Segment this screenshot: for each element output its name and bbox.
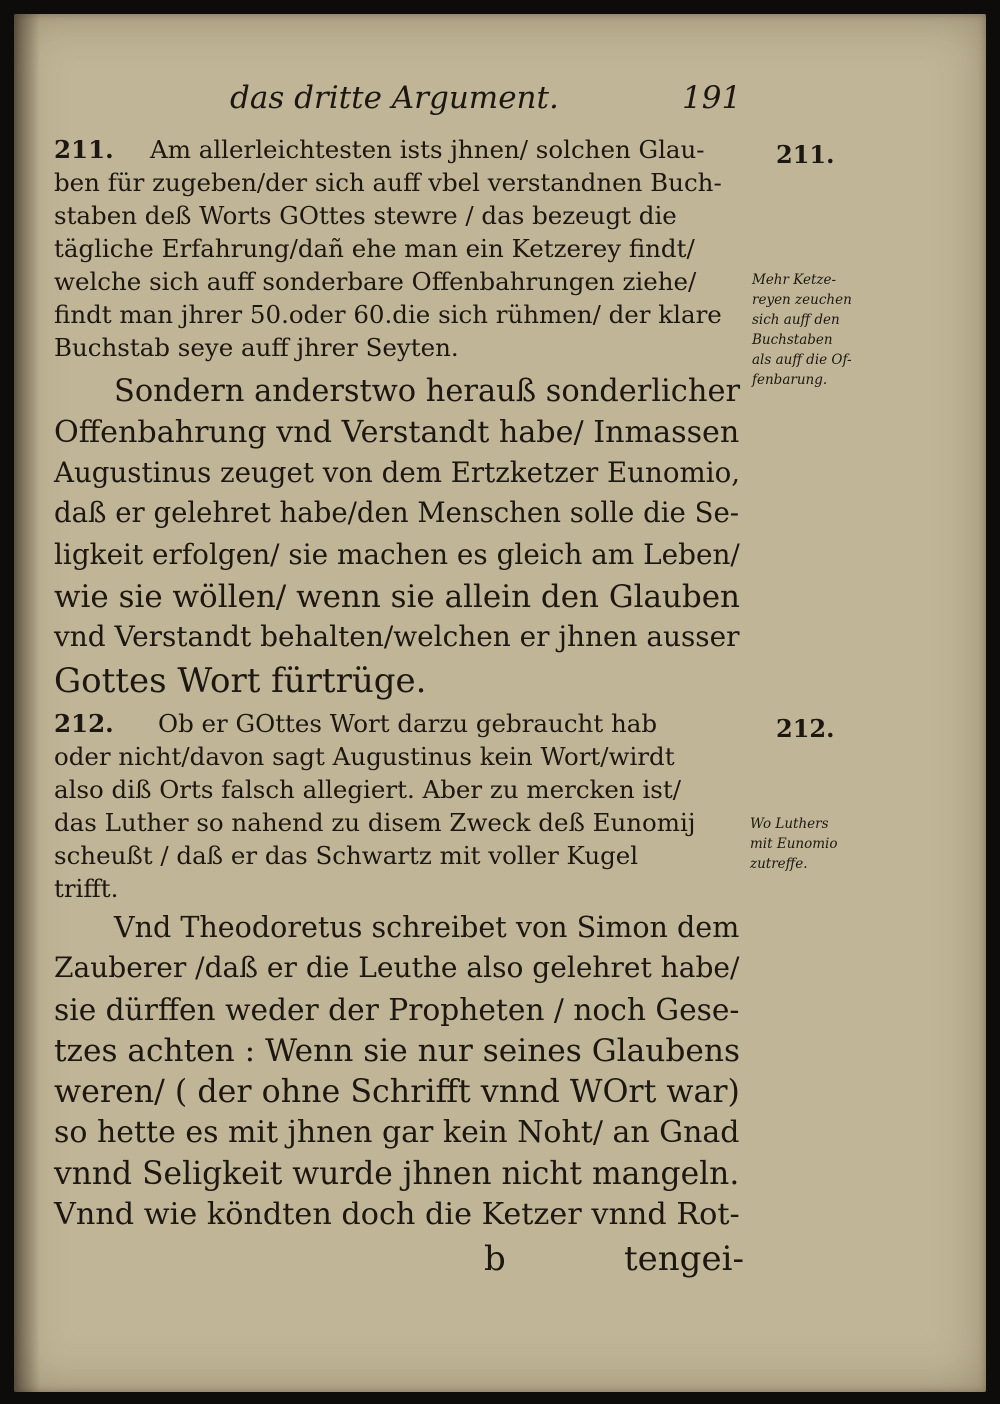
text-line: findt man jhrer 50.oder 60.die sich rühmen/ der klare: [54, 300, 722, 329]
text-line: Am allerleichtesten ists jhnen/ solchen Glau-: [150, 135, 705, 164]
text-line: Vnd Theodoretus schreibet von Simon dem: [114, 910, 740, 944]
signature-mark: b: [484, 1239, 506, 1279]
margin-number-212: 212.: [776, 714, 835, 743]
section-number-212: 212.: [54, 709, 114, 738]
text-line: also diß Orts falsch allegiert. Aber zu mercken ist/: [54, 775, 681, 804]
page-gutter-shadow: [14, 14, 40, 1392]
margin-note-line: fenbarung.: [752, 372, 828, 388]
folio-number: 191: [682, 80, 742, 116]
margin-number-211: 211.: [776, 140, 835, 169]
text-line: weren/ ( der ohne Schrifft vnnd WOrt war): [54, 1074, 740, 1110]
margin-note-line: zutreffe.: [750, 856, 808, 872]
text-line: Offenbahrung vnd Verstandt habe/ Inmassen: [54, 415, 740, 450]
text-line: daß er gelehret habe/den Menschen solle die Se-: [54, 497, 740, 529]
text-line: sie dürffen weder der Propheten / noch Gese-: [54, 992, 740, 1027]
margin-note-line: Wo Luthers: [750, 816, 829, 832]
text-line: tzes achten : Wenn sie nur seines Glaubens: [54, 1033, 740, 1069]
text-line: staben deß Worts GOttes stewre / das bezeugt die: [54, 201, 677, 230]
text-line: ligkeit erfolgen/ sie machen es gleich am Leben/: [54, 538, 740, 571]
text-line: wie sie wöllen/ wenn sie allein den Glauben: [54, 579, 740, 615]
catchword: tengei-: [624, 1239, 744, 1279]
text-line: Augustinus zeuget von dem Ertzketzer Eunomio,: [54, 456, 741, 489]
margin-note-line: mit Eunomio: [750, 836, 838, 852]
text-line: Buchstab seye auff jhrer Seyten.: [54, 333, 459, 362]
text-line: Ob er GOttes Wort darzu gebraucht hab: [158, 709, 658, 738]
text-line: so hette es mit jhnen gar kein Noht/ an Gnad: [54, 1115, 740, 1150]
margin-note-line: Buchstaben: [752, 332, 833, 348]
text-line: Vnnd wie köndten doch die Ketzer vnnd Rot-: [54, 1197, 740, 1232]
margin-note-211: [752, 270, 852, 390]
text-line: Gottes Wort fürtrüge.: [54, 661, 427, 701]
text-line: das Luther so nahend zu disem Zweck deß Eunomij: [54, 808, 696, 837]
text-line: oder nicht/davon sagt Augustinus kein Wort/wirdt: [54, 742, 675, 771]
section-number-211: 211.: [54, 135, 114, 164]
text-line: vnnd Seligkeit wurde jhnen nicht mangeln.: [54, 1156, 740, 1192]
running-title: das dritte Argument.: [230, 80, 559, 116]
margin-note-line: reyen zeuchen: [752, 292, 852, 308]
text-line: tägliche Erfahrung/dañ ehe man ein Ketzerey findt/: [54, 234, 695, 263]
text-line: welche sich auff sonderbare Offenbahrungen ziehe/: [54, 267, 697, 296]
margin-note-line: Mehr Ketze-: [752, 272, 837, 288]
margin-note-212: [750, 814, 837, 874]
margin-note-line: sich auff den: [752, 312, 840, 328]
text-line: scheußt / daß er das Schwartz mit voller Kugel: [54, 841, 639, 870]
text-line: Zauberer /daß er die Leuthe also gelehret habe/: [54, 951, 740, 984]
text-line: ben für zugeben/der sich auff vbel verstandnen Buch-: [54, 168, 722, 197]
text-line: trifft.: [54, 874, 119, 903]
text-line: Sondern anderstwo herauß sonderlicher: [114, 374, 741, 409]
text-line: vnd Verstandt behalten/welchen er jhnen ausser: [54, 620, 740, 653]
margin-note-line: als auff die Of-: [752, 352, 852, 368]
